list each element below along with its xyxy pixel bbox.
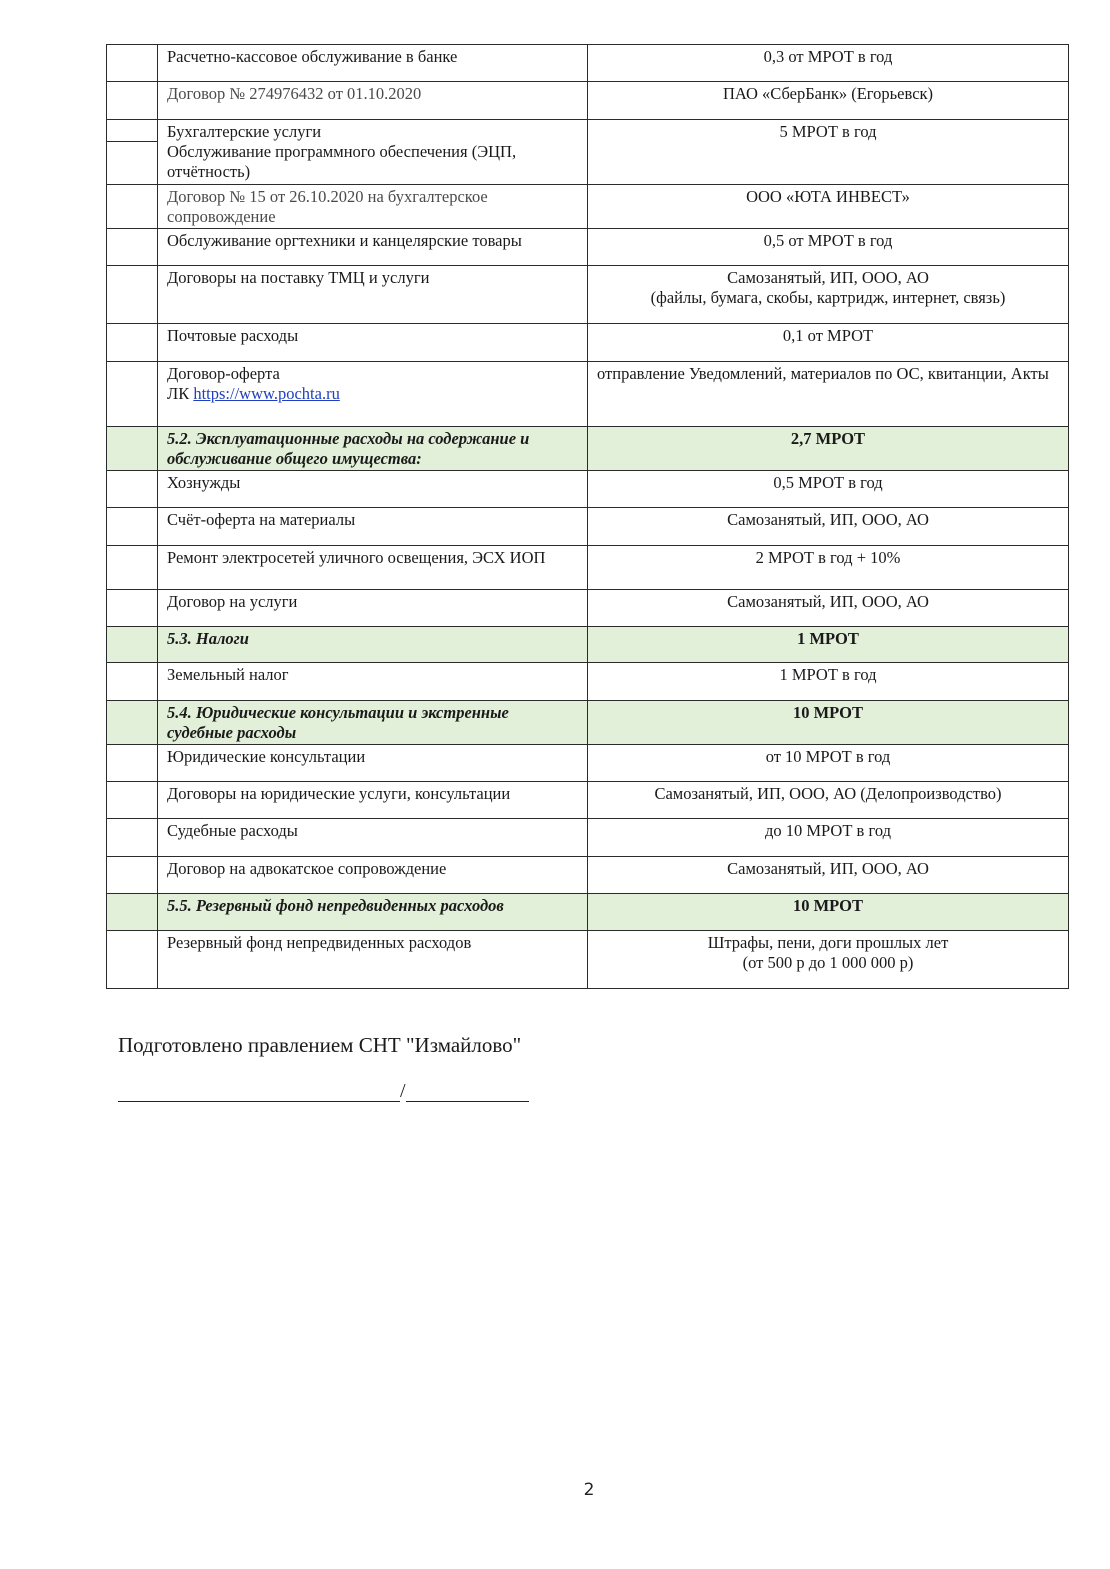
pochta-link[interactable]: https://www.pochta.ru <box>193 384 340 403</box>
row-number-cell <box>107 362 158 427</box>
signature-block <box>118 1032 529 1102</box>
expense-value: от 10 МРОТ в год <box>588 745 1069 782</box>
expense-value: 5 МРОТ в год <box>588 120 1069 185</box>
expense-name-line: Обслуживание программного обеспечения (ЭЦП, отчётность) <box>167 142 517 181</box>
expense-value: 0,5 МРОТ в год <box>588 471 1069 508</box>
expense-value-line: Самозанятый, ИП, ООО, АО <box>727 268 929 287</box>
expense-name <box>158 120 588 185</box>
table-row <box>107 819 1069 857</box>
expense-name: Расчетно-кассовое обслуживание в банке <box>158 45 588 82</box>
row-number-cell <box>107 324 158 362</box>
section-title: 5.3. Налоги <box>158 627 588 663</box>
table-row <box>107 590 1069 627</box>
row-number-cell <box>107 82 158 120</box>
table-row <box>107 229 1069 266</box>
contract-name: Договор № 15 от 26.10.2020 на бухгалтерское сопровождение <box>158 185 588 229</box>
table-row <box>107 663 1069 701</box>
table-row <box>107 266 1069 324</box>
section-row-5-5 <box>107 894 1069 931</box>
expense-value-line: Штрафы, пени, доги прошлых лет <box>707 933 949 952</box>
expense-value <box>588 931 1069 989</box>
expense-value: 0,1 от МРОТ <box>588 324 1069 362</box>
expense-value: отправление Уведомлений, материалов по ОС, квитанции, Акты <box>588 362 1069 427</box>
section-total: 1 МРОТ <box>588 627 1069 663</box>
expense-name: Резервный фонд непредвиденных расходов <box>158 931 588 989</box>
row-number-cell <box>107 782 158 819</box>
expense-value-line: (от 500 р до 1 000 000 р) <box>742 953 914 972</box>
expense-value <box>588 266 1069 324</box>
table-row <box>107 45 1069 82</box>
row-number-cell <box>107 185 158 229</box>
signature-line <box>118 1076 529 1102</box>
row-number-cell <box>107 427 158 471</box>
row-number-cell <box>107 745 158 782</box>
expense-name: Договор на услуги <box>158 590 588 627</box>
section-title: 5.4. Юридические консультации и экстренные судебные расходы <box>158 701 588 745</box>
section-row-5-4 <box>107 701 1069 745</box>
expense-name: Хознужды <box>158 471 588 508</box>
row-number-cell <box>107 931 158 989</box>
expense-name: Земельный налог <box>158 663 588 701</box>
section-title: 5.2. Эксплуатационные расходы на содержание и обслуживание общего имущества: <box>158 427 588 471</box>
expense-value: до 10 МРОТ в год <box>588 819 1069 857</box>
row-number-cell <box>107 590 158 627</box>
row-number-cell <box>107 627 158 663</box>
section-title: 5.5. Резервный фонд непредвиденных расходов <box>158 894 588 931</box>
budget-table <box>106 44 1069 989</box>
row-number-cell <box>107 819 158 857</box>
row-number-cell <box>107 266 158 324</box>
section-total: 10 МРОТ <box>588 701 1069 745</box>
row-number-cell <box>107 857 158 894</box>
row-number-cell <box>107 894 158 931</box>
expense-name: Обслуживание оргтехники и канцелярские товары <box>158 229 588 266</box>
expense-value: Самозанятый, ИП, ООО, АО (Делопроизводство) <box>588 782 1069 819</box>
contract-counterparty: ООО «ЮТА ИНВЕСТ» <box>588 185 1069 229</box>
expense-name: Почтовые расходы <box>158 324 588 362</box>
expense-name: Юридические консультации <box>158 745 588 782</box>
section-row-5-3 <box>107 627 1069 663</box>
row-number-cell <box>107 701 158 745</box>
table-row <box>107 120 1069 185</box>
table-row <box>107 745 1069 782</box>
expense-value: Самозанятый, ИП, ООО, АО <box>588 508 1069 546</box>
expense-name: Договор на адвокатское сопровождение <box>158 857 588 894</box>
table-row <box>107 857 1069 894</box>
expense-name: Судебные расходы <box>158 819 588 857</box>
expense-name: Договоры на юридические услуги, консультации <box>158 782 588 819</box>
page-number: 2 <box>583 1480 595 1500</box>
section-total: 2,7 МРОТ <box>588 427 1069 471</box>
signature-blank <box>118 1081 400 1102</box>
table-row <box>107 185 1069 229</box>
signature-separator: / <box>400 1080 406 1102</box>
table-row <box>107 931 1069 989</box>
table-row <box>107 546 1069 590</box>
name-blank <box>406 1081 529 1102</box>
expense-name-line: Бухгалтерские услуги <box>167 122 322 141</box>
section-total: 10 МРОТ <box>588 894 1069 931</box>
row-number-cell <box>107 471 158 508</box>
expense-value: 1 МРОТ в год <box>588 663 1069 701</box>
table-row <box>107 82 1069 120</box>
contract-counterparty: ПАО «СберБанк» (Егорьевск) <box>588 82 1069 120</box>
cell-divider <box>107 141 157 142</box>
row-number-cell <box>107 663 158 701</box>
table-row <box>107 508 1069 546</box>
expense-name: Договоры на поставку ТМЦ и услуги <box>158 266 588 324</box>
table-row <box>107 324 1069 362</box>
table-row <box>107 362 1069 427</box>
row-number-cell <box>107 546 158 590</box>
table-row <box>107 782 1069 819</box>
expense-name: Ремонт электросетей уличного освещения, ЭСХ ИОП <box>158 546 588 590</box>
expense-value: Самозанятый, ИП, ООО, АО <box>588 590 1069 627</box>
row-number-cell <box>107 508 158 546</box>
expense-value: 0,3 от МРОТ в год <box>588 45 1069 82</box>
expense-name-line: Договор-оферта <box>167 364 280 383</box>
row-number-cell <box>107 120 158 185</box>
section-row-5-2 <box>107 427 1069 471</box>
table-row <box>107 471 1069 508</box>
expense-value-line: (файлы, бумага, скобы, картридж, интернет, связь) <box>650 288 1006 307</box>
row-number-cell <box>107 229 158 266</box>
expense-value: Самозанятый, ИП, ООО, АО <box>588 857 1069 894</box>
lk-prefix: ЛК <box>167 384 194 403</box>
expense-name: Счёт-оферта на материалы <box>158 508 588 546</box>
expense-value: 0,5 от МРОТ в год <box>588 229 1069 266</box>
row-number-cell <box>107 45 158 82</box>
prepared-by-text: Подготовлено правлением СНТ "Измайлово" <box>118 1033 522 1057</box>
contract-name: Договор № 274976432 от 01.10.2020 <box>158 82 588 120</box>
expense-name-line <box>167 384 578 404</box>
expense-value: 2 МРОТ в год + 10% <box>588 546 1069 590</box>
expense-name <box>158 362 588 427</box>
